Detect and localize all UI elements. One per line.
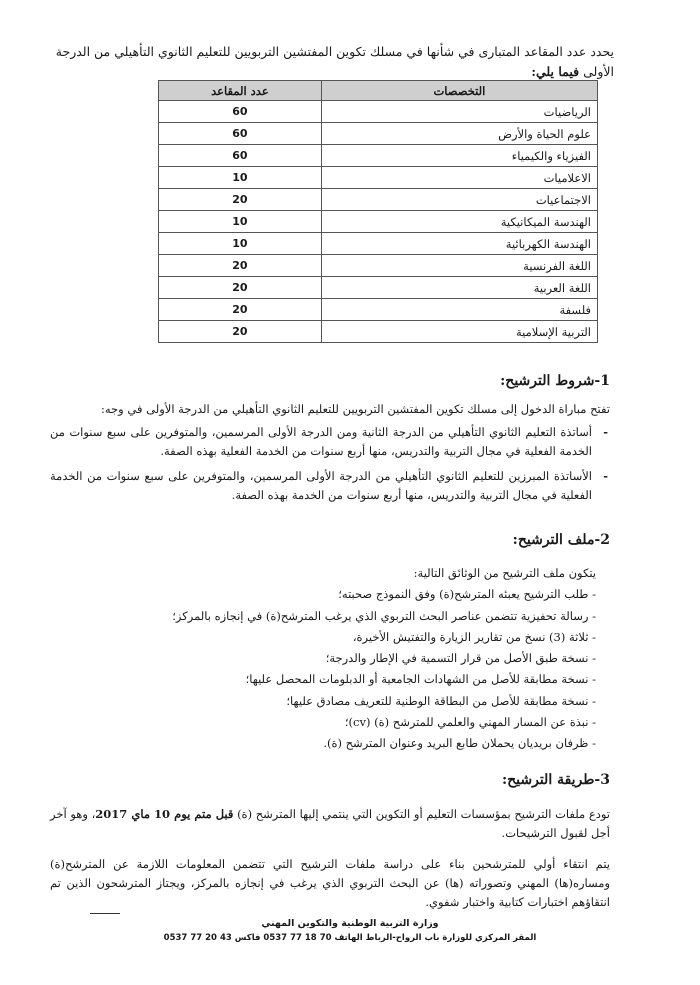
seats-table (158, 80, 598, 343)
header-seats: عدد المقاعد (159, 81, 322, 101)
section1-body (50, 400, 610, 511)
specialty-cell: الاجتماعيات (321, 189, 597, 211)
section3-body (50, 805, 610, 912)
table-row (159, 167, 598, 189)
specialty-cell: التربية الإسلامية (321, 321, 597, 343)
table-row (159, 189, 598, 211)
list-item: - نسخة مطابقة للأصل من البطاقة الوطنية للتعريف مصادق عليها؛ (286, 693, 596, 708)
seats-cell: 10 (159, 167, 322, 189)
section3-paragraph2: يتم انتقاء أولي للمترشحين بناء على دراسة ملفات الترشيح التي تتضمن المعلومات اللازمة عن المترشح(ة) ومساره(ها) المهني وتصوراته (ها) عن البحث التربوي الذي يرغب في إنجازه بالمركز، ويجتاز المترشحون الذين تم انتقاؤهم اختبارات كتابية واختبار شفوي. (50, 857, 610, 909)
section1-intro: تفتح مباراة الدخول إلى مسلك تكوين المفتشين التربويين للتعليم الثانوي التأهيلي من الدرجة الأولى في وجه: (101, 402, 610, 416)
section2-title: 2-ملف الترشيح: (512, 532, 610, 548)
specialty-cell: الاعلاميات (321, 167, 597, 189)
seats-cell: 60 (159, 101, 322, 123)
list-item: - الأساتذة المبرزين للتعليم الثانوي التأهيلي من الدرجة الأولى المرسمين، والمتوفرين على سبع سنوات من الخدمة الفعلية في مجال التربية والتدريس، منها أربع سنوات من الخدمة بهذه الصفة. (50, 467, 610, 505)
table-row (159, 255, 598, 277)
section3-title: 3-طريقة الترشيح: (501, 772, 610, 788)
intro-text: يحدد عدد المقاعد المتبارى في شأنها في مسلك تكوين المفتشين التربويين للتعليم الثانوي التأهيلي من الدرجة الأولى (55, 44, 614, 79)
list-item: - ظرفان بريديان يحملان طابع البريد وعنوان المترشح (ة). (323, 736, 596, 751)
seats-cell: 10 (159, 211, 322, 233)
seats-cell: 20 (159, 321, 322, 343)
p1-start: تودع ملفات الترشيح بمؤسسات التعليم أو التكوين التي ينتمي إليها المترشح (ة) (237, 807, 610, 821)
seats-cell: 20 (159, 189, 322, 211)
list-item: - طلب الترشيح يعبئه المترشح(ة) وفق النموذج صحبته؛ (338, 587, 596, 602)
list-item: - أساتذة التعليم الثانوي التأهيلي من الدرجة الثانية ومن الدرجة الأولى المرسمين، والمتوفرين على سبع سنوات من الخدمة الفعلية في مجال التربية والتدريس، منها أربع سنوات من الخدمة الفعلية بهذه الصفة. (50, 423, 610, 461)
list-item: - ثلاثة (3) نسخ من تقارير الزيارة والتفتيش الأخيرة، (352, 629, 596, 644)
list-item: - نبذة عن المسار المهني والعلمي للمترشح (ة) (cv)؛ (344, 715, 596, 730)
table-row (159, 145, 598, 167)
table-row (159, 321, 598, 343)
section2-body (96, 563, 596, 755)
footer-address: المقر المركزي للوزارة باب الرواح-الرباط الهاتف 70 18 77 0537 فاكس 43 20 77 0537 (163, 933, 537, 943)
specialty-cell: الرياضيات (321, 101, 597, 123)
seats-cell: 60 (159, 123, 322, 145)
specialty-cell: اللغة العربية (321, 277, 597, 299)
list-item: - نسخة طبق الأصل من قرار التسمية في الإطار والدرجة؛ (325, 651, 596, 666)
specialty-cell: علوم الحياة والأرض (321, 123, 597, 145)
section3-paragraph1 (50, 805, 610, 843)
specialty-cell: الهندسة الكهربائية (321, 233, 597, 255)
header-specialty: التخصصات (321, 81, 597, 101)
intro-paragraph (54, 42, 614, 82)
table-header-row (159, 81, 598, 101)
intro-bold-tail: فيما يلي: (531, 64, 580, 79)
table-row (159, 211, 598, 233)
footer (90, 916, 610, 946)
specialty-cell: الهندسة الميكانيكية (321, 211, 597, 233)
table-row (159, 123, 598, 145)
table-row (159, 299, 598, 321)
p1-end: ، وهو آخر أجل لقبول الترشيحات. (50, 807, 610, 840)
seats-cell: 20 (159, 255, 322, 277)
footer-divider (90, 913, 120, 914)
section1-title: 1-شروط الترشيح: (500, 373, 610, 389)
table-row (159, 277, 598, 299)
table-row (159, 233, 598, 255)
specialty-cell: الفيزياء والكيمياء (321, 145, 597, 167)
seats-cell: 10 (159, 233, 322, 255)
list-item: - نسخة مطابقة للأصل من الشهادات الجامعية أو الدبلومات المحصل عليها؛ (245, 672, 596, 687)
seats-cell: 20 (159, 299, 322, 321)
section2-intro: يتكون ملف الترشيح من الوثائق التالية: (413, 566, 596, 580)
specialty-cell: فلسفة (321, 299, 597, 321)
seats-cell: 60 (159, 145, 322, 167)
specialty-cell: اللغة الفرنسية (321, 255, 597, 277)
list-item: - رسالة تحفيزية تتضمن عناصر البحث التربوي الذي يرغب المترشح(ة) في إنجازه بالمركز؛ (172, 608, 596, 623)
p1-deadline: قبل متم يوم 10 ماي 2017 (95, 807, 234, 821)
table-row (159, 101, 598, 123)
seats-cell: 20 (159, 277, 322, 299)
section1-list (50, 423, 610, 505)
footer-ministry: وزارة التربية الوطنية والتكوين المهني (261, 918, 439, 929)
